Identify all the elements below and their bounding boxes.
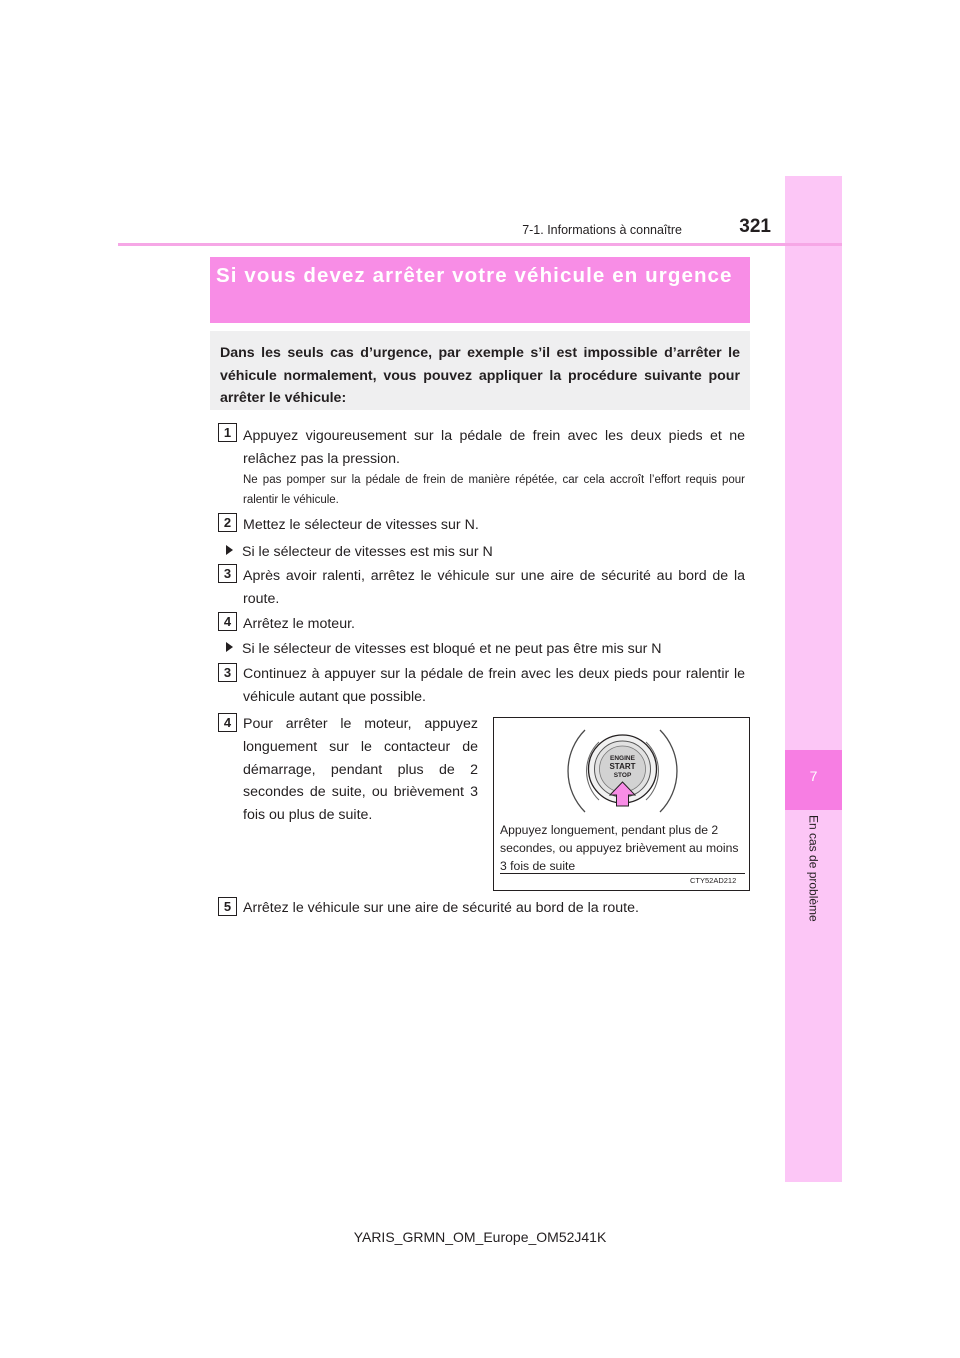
illustration-caption: Appuyez longuement, pendant plus de 2 secondes, ou appuyez brièvement au moins 3 fois de suite — [500, 823, 739, 873]
step-badge-3a: 3 — [218, 564, 237, 583]
sub-heading-neutral-blocked: Si le sélecteur de vitesses est bloqué et ne peut pas être mis sur N — [226, 638, 746, 660]
intro-text: Dans les seuls cas d’urgence, par exemple s’il est impossible d’arrêter le véhicule normalement, vous pouvez appliquer la procédure suivante pour arrêter le véhicule: — [220, 345, 740, 406]
triangle-bullet-icon — [226, 642, 233, 652]
chapter-title: En cas de problème — [806, 815, 821, 922]
header-rule — [118, 243, 842, 246]
button-label-stop: STOP — [613, 772, 632, 779]
sub-heading-neutral-ok: Si le sélecteur de vitesses est mis sur N — [226, 541, 746, 563]
triangle-bullet-icon — [226, 545, 233, 555]
running-head: 7-1. Informations à connaître — [522, 223, 682, 237]
step-1-text: Appuyez vigoureusement sur la pédale de frein avec les deux pieds et ne relâchez pas la pression. — [243, 428, 745, 467]
step-3a-text: Après avoir ralenti, arrêtez le véhicule sur une aire de sécurité au bord de la route. — [243, 568, 745, 607]
step-badge-2: 2 — [218, 513, 237, 532]
step-badge-5: 5 — [218, 897, 237, 916]
step-badge-4b: 4 — [218, 713, 237, 732]
step-badge-3b: 3 — [218, 663, 237, 682]
step-3b-text: Continuez à appuyer sur la pédale de frein avec les deux pieds pour ralentir le véhicule autant que possible. — [243, 666, 745, 705]
step-2-text: Mettez le sélecteur de vitesses sur N. — [243, 517, 479, 533]
engine-start-stop-button-icon — [555, 722, 690, 820]
chapter-number: 7 — [809, 768, 818, 784]
page-number: 321 — [739, 216, 771, 237]
step-4a-text: Arrêtez le moteur. — [243, 616, 355, 632]
step-1-note: Ne pas pomper sur la pédale de frein de manière répétée, car cela accroît l’effort requis pour ralentir le véhicule. — [243, 474, 745, 506]
step-badge-1: 1 — [218, 423, 237, 442]
illustration-rule — [500, 873, 745, 874]
document-id: YARIS_GRMN_OM_Europe_OM52J41K — [353, 1229, 607, 1245]
button-label-start: START — [609, 762, 636, 771]
button-label-engine: ENGINE — [610, 755, 635, 762]
illustration-code: CTY52AD212 — [690, 876, 737, 885]
side-tab — [785, 176, 842, 1182]
step-5-text: Arrêtez le véhicule sur une aire de sécurité au bord de la route. — [243, 900, 639, 916]
section-title: Si vous devez arrêter votre véhicule en urgence — [216, 264, 733, 287]
step-4b-text: Pour arrêter le moteur, appuyez longuement sur le contacteur de démarrage, pendant plus de 2 secondes de suite, ou brièvement 3 fois ou plus de suite. — [243, 716, 478, 824]
step-badge-4a: 4 — [218, 612, 237, 631]
